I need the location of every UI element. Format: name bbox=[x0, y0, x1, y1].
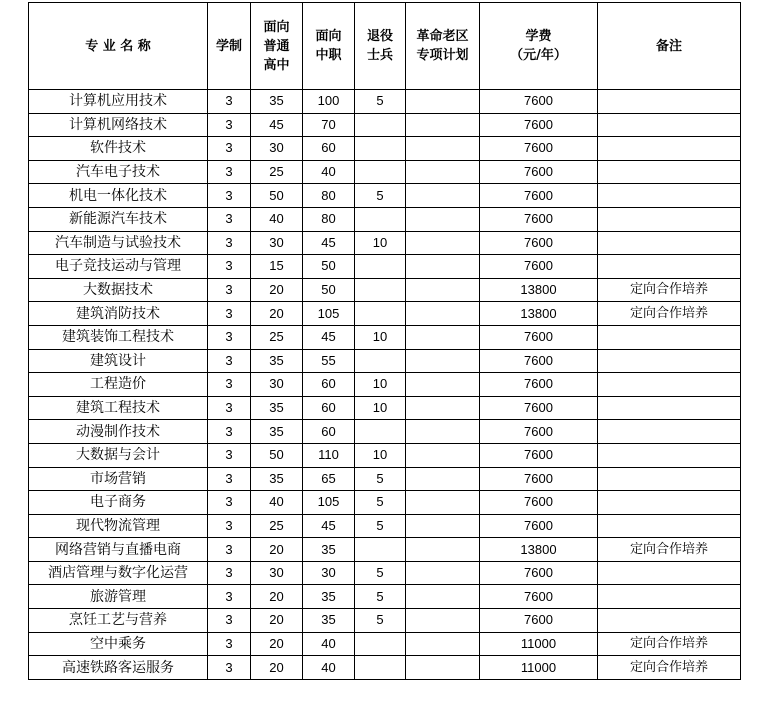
general-high-school-cell: 20 bbox=[251, 609, 303, 633]
veterans-cell bbox=[355, 160, 406, 184]
major-name-cell: 软件技术 bbox=[29, 137, 208, 161]
veterans-cell bbox=[355, 656, 406, 680]
duration-cell: 3 bbox=[208, 467, 251, 491]
tuition-cell: 7600 bbox=[480, 207, 598, 231]
veterans-cell: 5 bbox=[355, 184, 406, 208]
table-row bbox=[29, 561, 741, 585]
veterans-cell bbox=[355, 538, 406, 562]
table-row bbox=[29, 302, 741, 326]
table-row bbox=[29, 491, 741, 515]
table-row bbox=[29, 349, 741, 373]
table-row bbox=[29, 514, 741, 538]
header-general-high-school: 面向 普通 高中 bbox=[251, 3, 303, 90]
special-plan-cell bbox=[406, 207, 480, 231]
veterans-cell: 10 bbox=[355, 396, 406, 420]
vocational-school-cell: 45 bbox=[303, 231, 355, 255]
duration-cell: 3 bbox=[208, 90, 251, 114]
vocational-school-cell: 65 bbox=[303, 467, 355, 491]
duration-cell: 3 bbox=[208, 231, 251, 255]
duration-cell: 3 bbox=[208, 255, 251, 279]
duration-cell: 3 bbox=[208, 207, 251, 231]
special-plan-cell bbox=[406, 491, 480, 515]
major-name-cell: 高速铁路客运服务 bbox=[29, 656, 208, 680]
duration-cell: 3 bbox=[208, 137, 251, 161]
remarks-cell bbox=[598, 561, 741, 585]
vocational-school-cell: 105 bbox=[303, 302, 355, 326]
general-high-school-cell: 25 bbox=[251, 160, 303, 184]
veterans-cell bbox=[355, 207, 406, 231]
special-plan-cell bbox=[406, 160, 480, 184]
veterans-cell: 10 bbox=[355, 443, 406, 467]
vocational-school-cell: 45 bbox=[303, 514, 355, 538]
vocational-school-cell: 80 bbox=[303, 184, 355, 208]
special-plan-cell bbox=[406, 302, 480, 326]
veterans-cell bbox=[355, 349, 406, 373]
special-plan-cell bbox=[406, 514, 480, 538]
header-vocational-school: 面向 中职 bbox=[303, 3, 355, 90]
vocational-school-cell: 35 bbox=[303, 609, 355, 633]
table-row bbox=[29, 278, 741, 302]
table-row bbox=[29, 609, 741, 633]
vocational-school-cell: 35 bbox=[303, 538, 355, 562]
general-high-school-cell: 30 bbox=[251, 231, 303, 255]
special-plan-cell bbox=[406, 609, 480, 633]
enrollment-plan-table bbox=[28, 2, 741, 680]
major-name-cell: 建筑消防技术 bbox=[29, 302, 208, 326]
major-name-cell: 建筑设计 bbox=[29, 349, 208, 373]
veterans-cell bbox=[355, 302, 406, 326]
remarks-cell: 定向合作培养 bbox=[598, 632, 741, 656]
tuition-cell: 7600 bbox=[480, 90, 598, 114]
general-high-school-cell: 25 bbox=[251, 514, 303, 538]
remarks-cell bbox=[598, 160, 741, 184]
major-name-cell: 机电一体化技术 bbox=[29, 184, 208, 208]
general-high-school-cell: 20 bbox=[251, 278, 303, 302]
veterans-cell bbox=[355, 420, 406, 444]
remarks-cell bbox=[598, 231, 741, 255]
vocational-school-cell: 45 bbox=[303, 325, 355, 349]
tuition-cell: 7600 bbox=[480, 184, 598, 208]
remarks-cell bbox=[598, 90, 741, 114]
duration-cell: 3 bbox=[208, 373, 251, 397]
special-plan-cell bbox=[406, 396, 480, 420]
vocational-school-cell: 40 bbox=[303, 160, 355, 184]
duration-cell: 3 bbox=[208, 420, 251, 444]
veterans-cell bbox=[355, 632, 406, 656]
general-high-school-cell: 35 bbox=[251, 90, 303, 114]
tuition-cell: 11000 bbox=[480, 632, 598, 656]
major-name-cell: 网络营销与直播电商 bbox=[29, 538, 208, 562]
major-name-cell: 电子商务 bbox=[29, 491, 208, 515]
general-high-school-cell: 20 bbox=[251, 656, 303, 680]
table-row bbox=[29, 207, 741, 231]
table-row bbox=[29, 585, 741, 609]
header-duration: 学制 bbox=[208, 3, 251, 90]
major-name-cell: 旅游管理 bbox=[29, 585, 208, 609]
table-row bbox=[29, 90, 741, 114]
duration-cell: 3 bbox=[208, 609, 251, 633]
remarks-cell bbox=[598, 255, 741, 279]
major-name-cell: 大数据技术 bbox=[29, 278, 208, 302]
special-plan-cell bbox=[406, 90, 480, 114]
duration-cell: 3 bbox=[208, 325, 251, 349]
special-plan-cell bbox=[406, 585, 480, 609]
special-plan-cell bbox=[406, 113, 480, 137]
special-plan-cell bbox=[406, 443, 480, 467]
major-name-cell: 动漫制作技术 bbox=[29, 420, 208, 444]
header-remarks: 备注 bbox=[598, 3, 741, 90]
general-high-school-cell: 35 bbox=[251, 420, 303, 444]
duration-cell: 3 bbox=[208, 538, 251, 562]
general-high-school-cell: 25 bbox=[251, 325, 303, 349]
general-high-school-cell: 40 bbox=[251, 207, 303, 231]
remarks-cell bbox=[598, 349, 741, 373]
vocational-school-cell: 60 bbox=[303, 373, 355, 397]
major-name-cell: 工程造价 bbox=[29, 373, 208, 397]
major-name-cell: 空中乘务 bbox=[29, 632, 208, 656]
duration-cell: 3 bbox=[208, 396, 251, 420]
veterans-cell: 5 bbox=[355, 491, 406, 515]
header-tuition: 学费 （元/年） bbox=[480, 3, 598, 90]
veterans-cell bbox=[355, 113, 406, 137]
special-plan-cell bbox=[406, 255, 480, 279]
duration-cell: 3 bbox=[208, 160, 251, 184]
table-row bbox=[29, 184, 741, 208]
special-plan-cell bbox=[406, 561, 480, 585]
major-name-cell: 计算机网络技术 bbox=[29, 113, 208, 137]
vocational-school-cell: 60 bbox=[303, 137, 355, 161]
tuition-cell: 7600 bbox=[480, 255, 598, 279]
tuition-cell: 7600 bbox=[480, 491, 598, 515]
special-plan-cell bbox=[406, 656, 480, 680]
vocational-school-cell: 55 bbox=[303, 349, 355, 373]
veterans-cell: 5 bbox=[355, 90, 406, 114]
vocational-school-cell: 30 bbox=[303, 561, 355, 585]
vocational-school-cell: 70 bbox=[303, 113, 355, 137]
veterans-cell: 5 bbox=[355, 609, 406, 633]
tuition-cell: 7600 bbox=[480, 585, 598, 609]
general-high-school-cell: 20 bbox=[251, 302, 303, 326]
major-name-cell: 汽车电子技术 bbox=[29, 160, 208, 184]
vocational-school-cell: 40 bbox=[303, 656, 355, 680]
table-row bbox=[29, 656, 741, 680]
major-name-cell: 新能源汽车技术 bbox=[29, 207, 208, 231]
remarks-cell bbox=[598, 184, 741, 208]
veterans-cell: 5 bbox=[355, 467, 406, 491]
tuition-cell: 7600 bbox=[480, 467, 598, 491]
duration-cell: 3 bbox=[208, 349, 251, 373]
header-old-revolutionary-areas-plan: 革命老区 专项计划 bbox=[406, 3, 480, 90]
major-name-cell: 酒店管理与数字化运营 bbox=[29, 561, 208, 585]
general-high-school-cell: 20 bbox=[251, 538, 303, 562]
table-row bbox=[29, 443, 741, 467]
tuition-cell: 7600 bbox=[480, 609, 598, 633]
duration-cell: 3 bbox=[208, 514, 251, 538]
special-plan-cell bbox=[406, 184, 480, 208]
tuition-cell: 7600 bbox=[480, 349, 598, 373]
tuition-cell: 7600 bbox=[480, 137, 598, 161]
tuition-cell: 13800 bbox=[480, 302, 598, 326]
vocational-school-cell: 60 bbox=[303, 420, 355, 444]
remarks-cell: 定向合作培养 bbox=[598, 656, 741, 680]
table-row bbox=[29, 373, 741, 397]
tuition-cell: 13800 bbox=[480, 278, 598, 302]
veterans-cell: 5 bbox=[355, 585, 406, 609]
general-high-school-cell: 20 bbox=[251, 632, 303, 656]
veterans-cell: 10 bbox=[355, 231, 406, 255]
tuition-cell: 7600 bbox=[480, 514, 598, 538]
special-plan-cell bbox=[406, 632, 480, 656]
veterans-cell: 10 bbox=[355, 373, 406, 397]
tuition-cell: 13800 bbox=[480, 538, 598, 562]
remarks-cell bbox=[598, 137, 741, 161]
general-high-school-cell: 40 bbox=[251, 491, 303, 515]
vocational-school-cell: 60 bbox=[303, 396, 355, 420]
tuition-cell: 7600 bbox=[480, 373, 598, 397]
special-plan-cell bbox=[406, 137, 480, 161]
duration-cell: 3 bbox=[208, 632, 251, 656]
major-name-cell: 建筑工程技术 bbox=[29, 396, 208, 420]
duration-cell: 3 bbox=[208, 491, 251, 515]
duration-cell: 3 bbox=[208, 561, 251, 585]
duration-cell: 3 bbox=[208, 113, 251, 137]
major-name-cell: 计算机应用技术 bbox=[29, 90, 208, 114]
duration-cell: 3 bbox=[208, 302, 251, 326]
vocational-school-cell: 35 bbox=[303, 585, 355, 609]
veterans-cell bbox=[355, 137, 406, 161]
remarks-cell bbox=[598, 514, 741, 538]
veterans-cell bbox=[355, 278, 406, 302]
table-row bbox=[29, 113, 741, 137]
major-name-cell: 电子竞技运动与管理 bbox=[29, 255, 208, 279]
veterans-cell: 5 bbox=[355, 514, 406, 538]
remarks-cell bbox=[598, 420, 741, 444]
general-high-school-cell: 15 bbox=[251, 255, 303, 279]
remarks-cell bbox=[598, 396, 741, 420]
remarks-cell bbox=[598, 325, 741, 349]
table-row bbox=[29, 420, 741, 444]
general-high-school-cell: 50 bbox=[251, 443, 303, 467]
major-name-cell: 大数据与会计 bbox=[29, 443, 208, 467]
veterans-cell: 5 bbox=[355, 561, 406, 585]
duration-cell: 3 bbox=[208, 278, 251, 302]
tuition-cell: 7600 bbox=[480, 325, 598, 349]
tuition-cell: 7600 bbox=[480, 443, 598, 467]
table-row bbox=[29, 467, 741, 491]
general-high-school-cell: 50 bbox=[251, 184, 303, 208]
remarks-cell: 定向合作培养 bbox=[598, 278, 741, 302]
vocational-school-cell: 105 bbox=[303, 491, 355, 515]
general-high-school-cell: 30 bbox=[251, 137, 303, 161]
duration-cell: 3 bbox=[208, 585, 251, 609]
tuition-cell: 7600 bbox=[480, 160, 598, 184]
header-major-name: 专 业 名 称 bbox=[29, 3, 208, 90]
vocational-school-cell: 50 bbox=[303, 255, 355, 279]
table-row bbox=[29, 632, 741, 656]
major-name-cell: 汽车制造与试验技术 bbox=[29, 231, 208, 255]
special-plan-cell bbox=[406, 538, 480, 562]
general-high-school-cell: 20 bbox=[251, 585, 303, 609]
duration-cell: 3 bbox=[208, 443, 251, 467]
remarks-cell bbox=[598, 113, 741, 137]
remarks-cell bbox=[598, 373, 741, 397]
major-name-cell: 建筑装饰工程技术 bbox=[29, 325, 208, 349]
table-row bbox=[29, 396, 741, 420]
tuition-cell: 7600 bbox=[480, 561, 598, 585]
special-plan-cell bbox=[406, 231, 480, 255]
vocational-school-cell: 110 bbox=[303, 443, 355, 467]
special-plan-cell bbox=[406, 325, 480, 349]
remarks-cell bbox=[598, 609, 741, 633]
tuition-cell: 7600 bbox=[480, 231, 598, 255]
table-row bbox=[29, 137, 741, 161]
duration-cell: 3 bbox=[208, 656, 251, 680]
table-row bbox=[29, 255, 741, 279]
tuition-cell: 7600 bbox=[480, 396, 598, 420]
remarks-cell bbox=[598, 491, 741, 515]
special-plan-cell bbox=[406, 349, 480, 373]
remarks-cell bbox=[598, 443, 741, 467]
duration-cell: 3 bbox=[208, 184, 251, 208]
tuition-cell: 7600 bbox=[480, 420, 598, 444]
general-high-school-cell: 45 bbox=[251, 113, 303, 137]
major-name-cell: 市场营销 bbox=[29, 467, 208, 491]
general-high-school-cell: 30 bbox=[251, 561, 303, 585]
general-high-school-cell: 35 bbox=[251, 396, 303, 420]
special-plan-cell bbox=[406, 420, 480, 444]
general-high-school-cell: 35 bbox=[251, 349, 303, 373]
vocational-school-cell: 50 bbox=[303, 278, 355, 302]
general-high-school-cell: 30 bbox=[251, 373, 303, 397]
veterans-cell: 10 bbox=[355, 325, 406, 349]
remarks-cell bbox=[598, 467, 741, 491]
table-row bbox=[29, 325, 741, 349]
remarks-cell bbox=[598, 207, 741, 231]
major-name-cell: 现代物流管理 bbox=[29, 514, 208, 538]
remarks-cell: 定向合作培养 bbox=[598, 538, 741, 562]
major-name-cell: 烹饪工艺与营养 bbox=[29, 609, 208, 633]
header-veterans: 退役 士兵 bbox=[355, 3, 406, 90]
tuition-cell: 7600 bbox=[480, 113, 598, 137]
table-body bbox=[29, 90, 741, 680]
special-plan-cell bbox=[406, 467, 480, 491]
vocational-school-cell: 40 bbox=[303, 632, 355, 656]
veterans-cell bbox=[355, 255, 406, 279]
remarks-cell: 定向合作培养 bbox=[598, 302, 741, 326]
general-high-school-cell: 35 bbox=[251, 467, 303, 491]
remarks-cell bbox=[598, 585, 741, 609]
table-header-row bbox=[29, 3, 741, 90]
tuition-cell: 11000 bbox=[480, 656, 598, 680]
vocational-school-cell: 80 bbox=[303, 207, 355, 231]
table-row bbox=[29, 538, 741, 562]
table-row bbox=[29, 231, 741, 255]
special-plan-cell bbox=[406, 278, 480, 302]
special-plan-cell bbox=[406, 373, 480, 397]
vocational-school-cell: 100 bbox=[303, 90, 355, 114]
table-row bbox=[29, 160, 741, 184]
